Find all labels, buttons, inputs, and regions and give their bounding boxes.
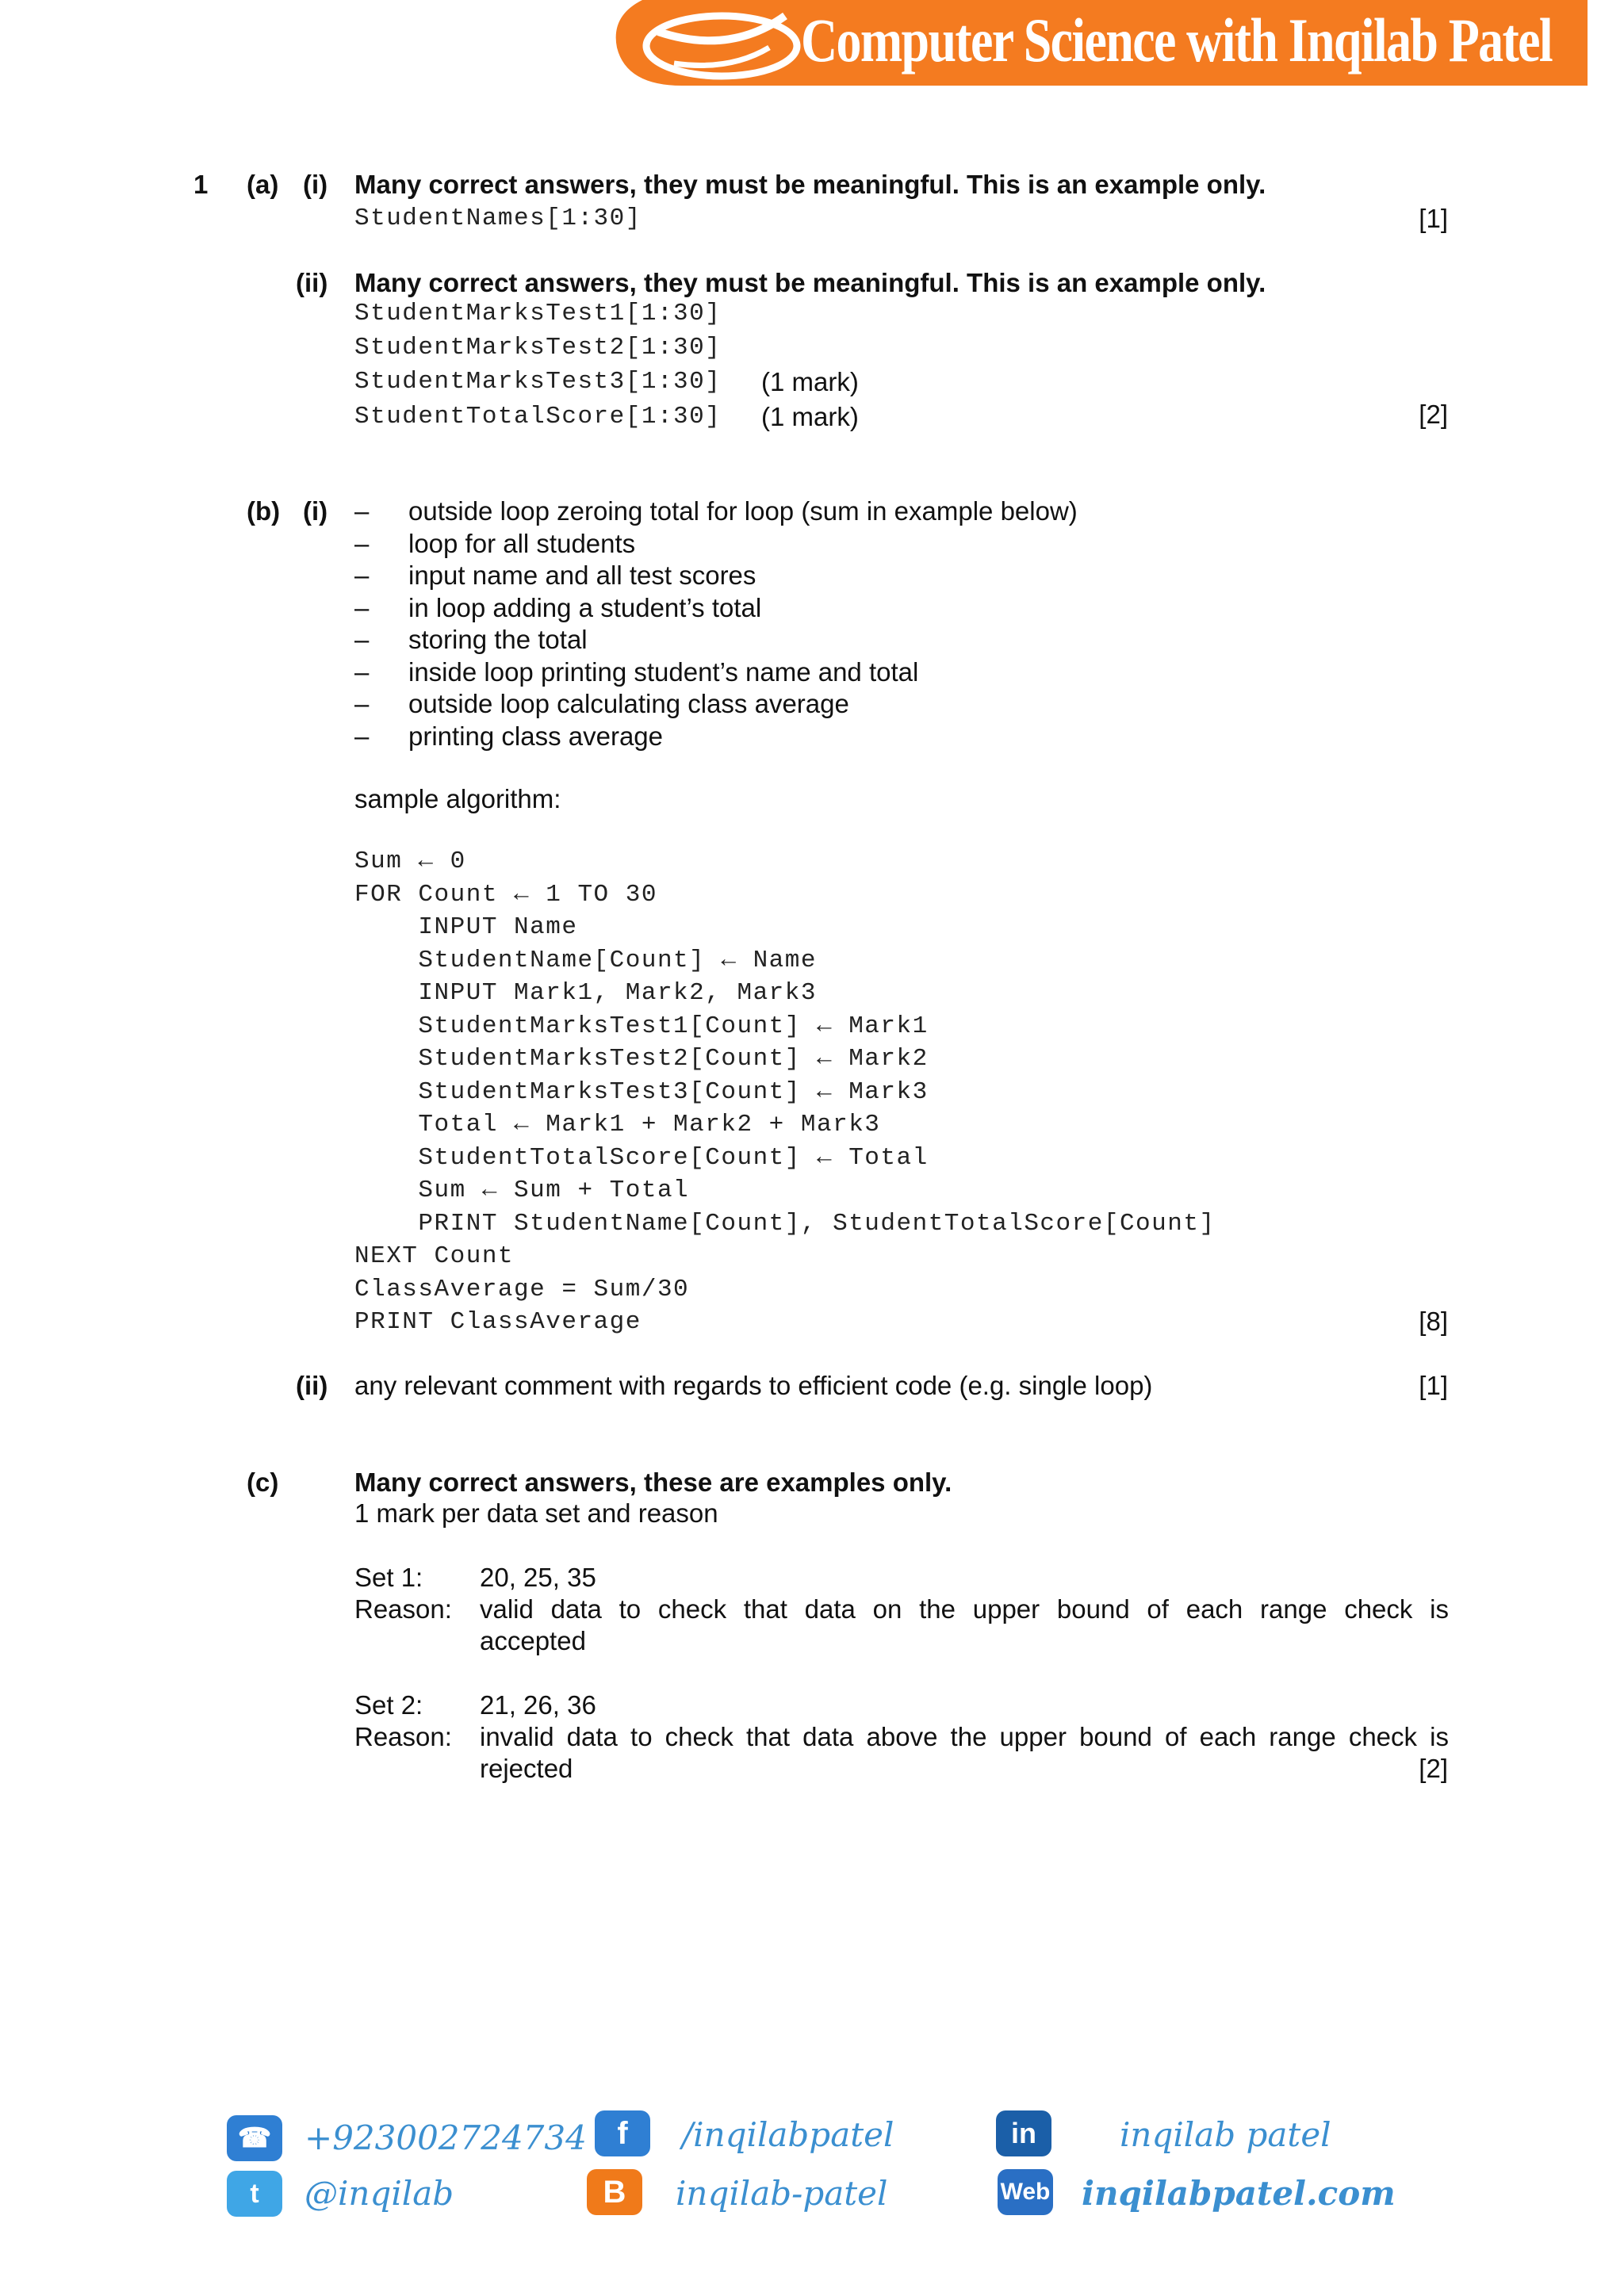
part-a-i-code: StudentNames[1:30]	[354, 205, 642, 232]
list-item	[354, 560, 756, 592]
dash: –	[354, 496, 370, 526]
mark-note: (1 mark)	[761, 402, 859, 431]
pseudocode-line: PRINT ClassAverage	[354, 1308, 642, 1336]
list-item-text: in loop adding a student’s total	[408, 592, 762, 622]
reason2-line1: invalid data to check that data above the upper bound of each range check is	[480, 1722, 1449, 1751]
part-c-marks: [2]	[1419, 1754, 1448, 1783]
reason1-line2: accepted	[480, 1626, 586, 1655]
pseudocode-line: INPUT Mark1, Mark2, Mark3	[354, 979, 817, 1007]
list-item	[354, 656, 919, 689]
pseudocode-line: Sum ← 0	[354, 848, 466, 875]
code-line	[354, 332, 721, 366]
part-c-subnote: 1 mark per data set and reason	[354, 1498, 718, 1528]
list-item-text: outside loop zeroing total for loop (sum in example below)	[408, 496, 1078, 526]
pseudocode-line: INPUT Name	[354, 913, 578, 941]
linkedin-icon: in	[996, 2110, 1051, 2156]
code-text: StudentMarksTest2[1:30]	[354, 334, 722, 362]
code-line	[354, 401, 859, 436]
list-item	[354, 624, 588, 656]
part-a-ii-code-list	[354, 298, 859, 436]
part-a-ii-note: Many correct answers, they must be meaningful. This is an example only.	[354, 268, 1266, 297]
pseudocode-line: StudentName[Count] ← Name	[354, 946, 817, 974]
dash: –	[354, 592, 370, 622]
part-a-ii-label: (ii)	[296, 268, 328, 297]
list-item-text: storing the total	[408, 625, 588, 654]
twitter-icon: t	[227, 2171, 282, 2217]
part-a-i-label: (i)	[303, 170, 328, 199]
pseudocode-line: Sum ← Sum + Total	[354, 1177, 690, 1204]
list-item-text: outside loop calculating class average	[408, 689, 849, 718]
part-a-i-marks: [1]	[1419, 204, 1448, 233]
footer-contacts	[0, 2093, 1624, 2296]
reason2-label: Reason:	[354, 1722, 452, 1751]
reason2-line2: rejected	[480, 1754, 573, 1783]
dash: –	[354, 625, 370, 654]
list-item-text: inside loop printing student’s name and total	[408, 656, 919, 687]
code-line	[354, 366, 859, 401]
blogger-icon: B	[587, 2169, 642, 2215]
phone-number: +923002724734	[304, 2118, 587, 2157]
linkedin-name[interactable]: inqilab patel	[1120, 2115, 1331, 2154]
code-text: StudentMarksTest3[1:30]	[354, 368, 722, 396]
mark-note: (1 mark)	[761, 367, 859, 396]
header-banner	[611, 0, 1588, 89]
list-item	[354, 592, 762, 625]
facebook-handle[interactable]: /inqilabpatel	[682, 2115, 894, 2154]
part-b-ii-marks: [1]	[1419, 1371, 1448, 1400]
pseudocode-line: StudentMarksTest2[Count] ← Mark2	[354, 1045, 929, 1073]
set1-value: 20, 25, 35	[480, 1563, 596, 1592]
pseudocode-line: PRINT StudentName[Count], StudentTotalScore[Count]	[354, 1209, 1216, 1238]
list-item-text: printing class average	[408, 721, 664, 751]
dash: –	[354, 561, 370, 590]
list-item	[354, 528, 636, 561]
part-c-label: (c)	[247, 1468, 279, 1497]
part-c-note: Many correct answers, these are examples only.	[354, 1468, 952, 1497]
pseudocode-line: Total ← Mark1 + Mark2 + Mark3	[354, 1111, 881, 1138]
code-line	[354, 298, 721, 332]
pseudocode-line: FOR Count ← 1 TO 30	[354, 880, 657, 909]
blogger-handle[interactable]: inqilab-patel	[676, 2174, 888, 2213]
list-item	[354, 496, 1078, 528]
part-a-label: (a)	[247, 170, 279, 199]
twitter-handle[interactable]: @inqilab	[304, 2174, 454, 2213]
dash: –	[354, 528, 370, 558]
dash: –	[354, 656, 370, 687]
pseudocode-line: StudentMarksTest3[Count] ← Mark3	[354, 1077, 929, 1106]
question-number: 1	[193, 170, 209, 199]
pseudocode-line: ClassAverage = Sum/30	[354, 1275, 690, 1303]
part-b-label: (b)	[247, 496, 281, 526]
pseudocode-line: NEXT Count	[354, 1242, 515, 1270]
code-text: StudentTotalScore[1:30]	[354, 403, 722, 430]
part-a-i-note: Many correct answers, they must be meaningful. This is an example only.	[354, 170, 1266, 199]
set1-label: Set 1:	[354, 1563, 423, 1592]
reason1-line1: valid data to check that data on the upper bound of each range check is	[480, 1594, 1449, 1624]
sample-algorithm-label: sample algorithm:	[354, 784, 561, 813]
part-b-i-marks: [8]	[1419, 1307, 1448, 1336]
set2-label: Set 2:	[354, 1690, 423, 1720]
web-icon: Web	[998, 2169, 1053, 2215]
list-item	[354, 688, 849, 721]
website-link[interactable]: inqilabpatel.com	[1082, 2174, 1396, 2213]
pseudocode-line: StudentTotalScore[Count] ← Total	[354, 1143, 929, 1172]
criteria-list	[354, 496, 1078, 752]
dash: –	[354, 689, 370, 718]
list-item-text: loop for all students	[408, 528, 636, 558]
facebook-icon: f	[595, 2110, 650, 2156]
pseudocode-line: StudentMarksTest1[Count] ← Mark1	[354, 1012, 929, 1040]
part-a-ii-marks: [2]	[1419, 400, 1448, 429]
list-item	[354, 721, 664, 753]
set2-value: 21, 26, 36	[480, 1690, 596, 1720]
part-b-ii-label: (ii)	[296, 1371, 328, 1400]
part-b-ii-text: any relevant comment with regards to efficient code (e.g. single loop)	[354, 1371, 1153, 1400]
pseudocode-block	[354, 846, 1216, 1340]
reason1-label: Reason:	[354, 1594, 452, 1624]
list-item-text: input name and all test scores	[408, 561, 756, 590]
brand-title: Computer Science with Inqilab Patel	[801, 6, 1553, 75]
phone-icon: ☎	[227, 2115, 282, 2161]
part-b-i-label: (i)	[303, 496, 328, 526]
code-text: StudentMarksTest1[1:30]	[354, 300, 722, 327]
dash: –	[354, 721, 370, 751]
